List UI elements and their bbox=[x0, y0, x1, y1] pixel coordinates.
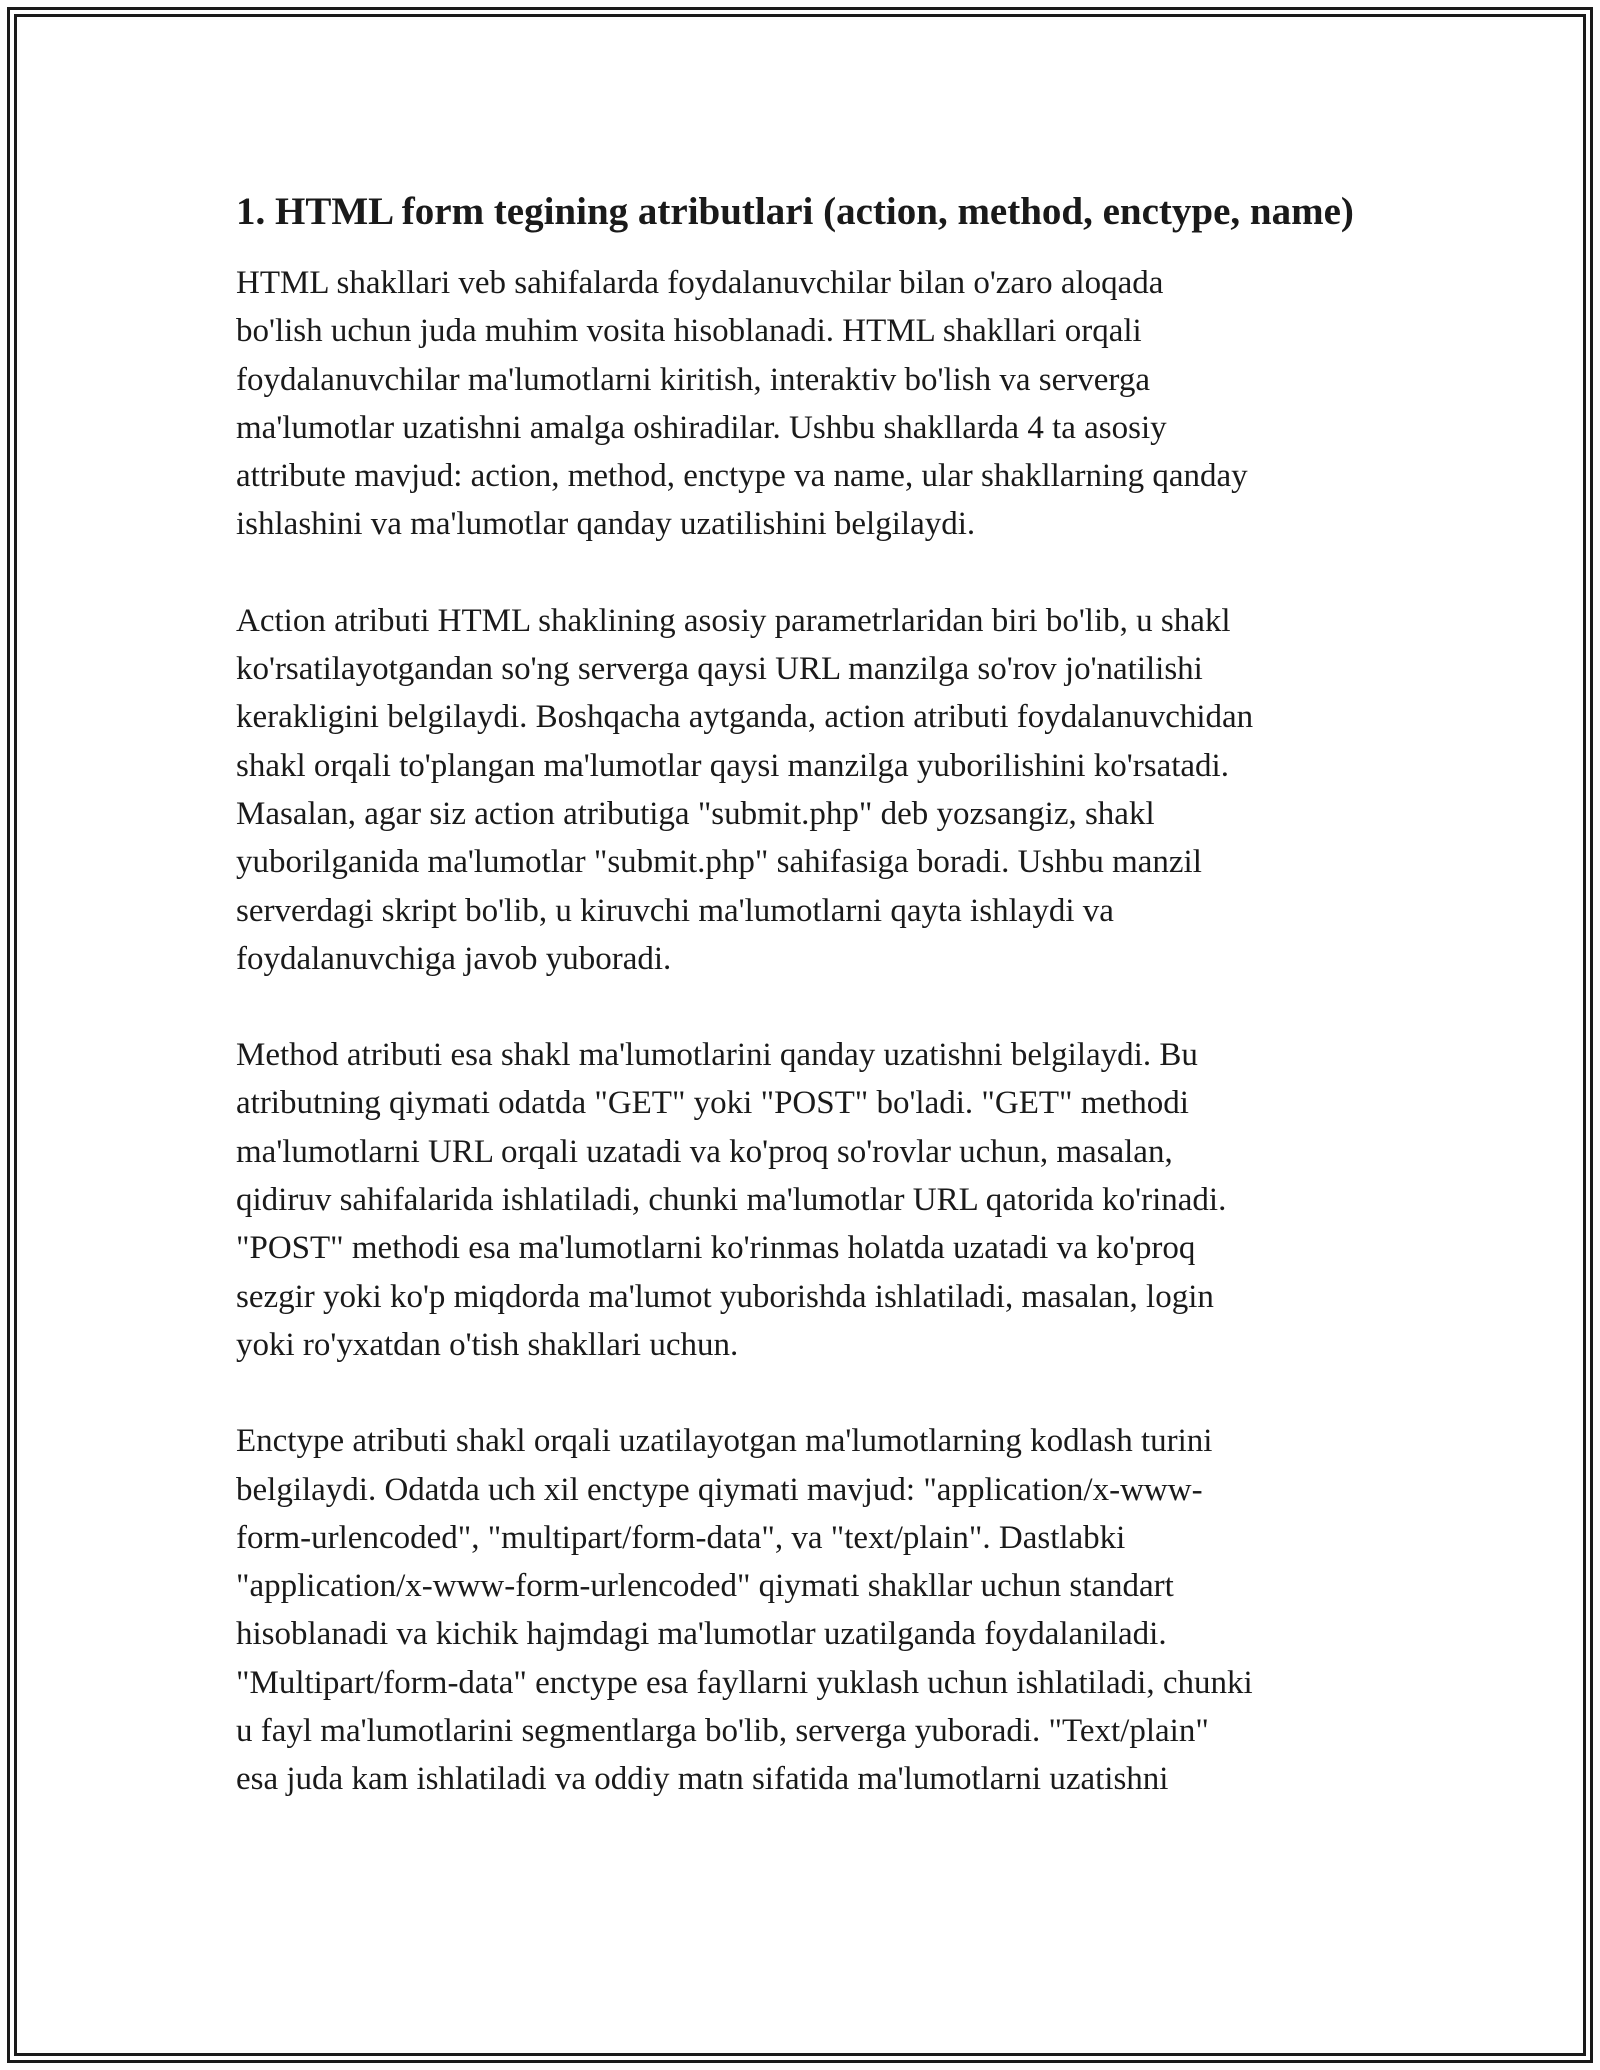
text-line: ko'rsatilayotgandan so'ng serverga qaysi URL manzilga so'rov jo'natilishi bbox=[236, 651, 1203, 688]
text-line: kerakligini belgilaydi. Boshqacha aytganda, action atributi foydalanuvchidan bbox=[236, 699, 1254, 736]
text-line: ma'lumotlar uzatishni amalga oshiradilar. Ushbu shakllarda 4 ta asosiy bbox=[236, 409, 1167, 446]
section-heading: 1. HTML form tegining atributlari (action, method, enctype, name) bbox=[236, 190, 1354, 233]
text-line: "application/x-www-form-urlencoded" qiymati shakllar uchun standart bbox=[236, 1568, 1174, 1605]
text-line: Enctype atributi shakl orqali uzatilayotgan ma'lumotlarning kodlash turini bbox=[236, 1423, 1213, 1460]
text-line: ishlashini va ma'lumotlar qanday uzatilishini belgilaydi. bbox=[236, 506, 976, 543]
text-line: hisoblanadi va kichik hajmdagi ma'lumotlar uzatilganda foydalaniladi. bbox=[236, 1616, 1167, 1653]
text-line: yuborilganida ma'lumotlar "submit.php" sahifasiga boradi. Ushbu manzil bbox=[236, 844, 1202, 881]
text-line: ma'lumotlarni URL orqali uzatadi va ko'proq so'rovlar uchun, masalan, bbox=[236, 1133, 1173, 1170]
text-line: foydalanuvchilar ma'lumotlarni kiritish, interaktiv bo'lish va serverga bbox=[236, 361, 1150, 398]
text-line: "Multipart/form-data" enctype esa fayllarni yuklash uchun ishlatiladi, chunki bbox=[236, 1664, 1253, 1701]
text-line: serverdagi skript bo'lib, u kiruvchi ma'lumotlarni qayta ishlaydi va bbox=[236, 892, 1114, 929]
text-line: belgilaydi. Odatda uch xil enctype qiymati mavjud: "application/x-www- bbox=[236, 1471, 1203, 1508]
text-line: HTML shakllari veb sahifalarda foydalanuvchilar bilan o'zaro aloqada bbox=[236, 265, 1164, 301]
text-line: form-urlencoded", "multipart/form-data", va "text/plain". Dastlabki bbox=[236, 1519, 1126, 1556]
text-line: shakl orqali to'plangan ma'lumotlar qaysi manzilga yuborilishini ko'rsatadi. bbox=[236, 747, 1229, 784]
text-line: yoki ro'yxatdan o'tish shakllari uchun. bbox=[236, 1326, 739, 1363]
text-line: atributning qiymati odatda "GET" yoki "POST" bo'ladi. "GET" methodi bbox=[236, 1085, 1189, 1122]
text-line: sezgir yoki ko'p miqdorda ma'lumot yuborishda ishlatiladi, masalan, login bbox=[236, 1278, 1214, 1315]
text-line: foydalanuvchiga javob yuboradi. bbox=[236, 940, 672, 977]
text-line: qidiruv sahifalarida ishlatiladi, chunki ma'lumotlar URL qatorida ko'rinadi. bbox=[236, 1182, 1227, 1219]
text-line: "POST" methodi esa ma'lumotlarni ko'rinmas holatda uzatadi va ko'proq bbox=[236, 1230, 1196, 1267]
paragraph-action bbox=[236, 597, 1376, 983]
text-line: Action atributi HTML shaklining asosiy parametrlaridan biri bo'lib, u shakl bbox=[236, 602, 1231, 639]
text-line: Method atributi esa shakl ma'lumotlarini qanday uzatishni belgilaydi. Bu bbox=[236, 1037, 1198, 1074]
text-line: u fayl ma'lumotlarini segmentlarga bo'lib, serverga yuboradi. "Text/plain" bbox=[236, 1713, 1209, 1750]
text-line: bo'lish uchun juda muhim vosita hisoblanadi. HTML shakllari orqali bbox=[236, 313, 1142, 350]
document-body bbox=[236, 185, 1376, 1804]
paragraph-method bbox=[236, 1031, 1376, 1369]
text-line: Masalan, agar siz action atributiga "submit.php" deb yozsangiz, shakl bbox=[236, 795, 1155, 832]
paragraph-intro bbox=[236, 259, 1376, 549]
text-line: attribute mavjud: action, method, enctype va name, ular shakllarning qanday bbox=[236, 458, 1248, 495]
paragraph-enctype bbox=[236, 1417, 1376, 1803]
text-line: esa juda kam ishlatiladi va oddiy matn sifatida ma'lumotlarni uzatishni bbox=[236, 1761, 1169, 1798]
